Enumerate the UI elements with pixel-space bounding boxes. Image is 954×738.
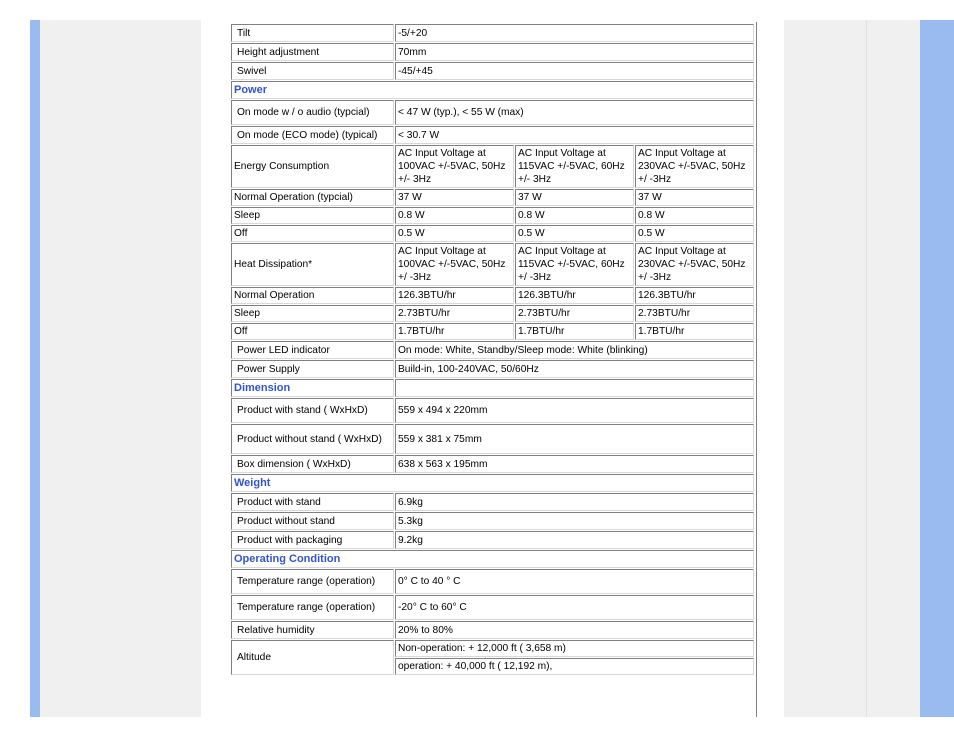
section-heading-row (231, 379, 754, 397)
row-value: Build-in, 100-240VAC, 50/60Hz (395, 360, 754, 378)
row-label: Sleep (231, 207, 394, 224)
row-label: Product with packaging (231, 531, 394, 549)
row-value: 70mm (395, 43, 754, 61)
right-panel-divider (866, 20, 867, 717)
cell-100vac: 37 W (395, 189, 514, 206)
cell-230vac: 37 W (635, 189, 754, 206)
row-value: Non-operation: + 12,000 ft ( 3,658 m) (395, 640, 754, 657)
row-value: operation: + 40,000 ft ( 12,192 m), (395, 658, 754, 675)
row-value: 20% to 80% (395, 621, 754, 639)
table-row (231, 189, 754, 206)
row-value: 559 x 494 x 220mm (395, 398, 754, 423)
table-row (231, 512, 754, 530)
table-row (231, 455, 754, 473)
row-label: Product without stand ( WxHxD) (231, 424, 394, 454)
row-value: < 47 W (typ.), < 55 W (max) (395, 100, 754, 125)
row-value: 638 x 563 x 195mm (395, 455, 754, 473)
cell-100vac: AC Input Voltage at 100VAC +/-5VAC, 50Hz +/- 3Hz (395, 145, 514, 188)
cell-230vac: 0.5 W (635, 225, 754, 242)
right-gray-panel (784, 20, 920, 717)
section-heading: Operating Condition (231, 550, 754, 568)
row-label: Normal Operation (typcial) (231, 189, 394, 206)
section-heading: Power (231, 81, 754, 99)
cell-100vac: AC Input Voltage at 100VAC +/-5VAC, 50Hz +/ -3Hz (395, 243, 514, 286)
cell-115vac: 37 W (515, 189, 634, 206)
row-label: Height adjustment (231, 43, 394, 61)
left-gray-panel (40, 20, 201, 717)
cell-100vac: 1.7BTU/hr (395, 323, 514, 340)
table-row (231, 145, 754, 188)
row-label: Off (231, 225, 394, 242)
row-label: Product without stand (231, 512, 394, 530)
row-label: Off (231, 323, 394, 340)
section-heading-row (231, 474, 754, 492)
table-row (231, 287, 754, 304)
row-value: 6.9kg (395, 493, 754, 511)
table-row (231, 341, 754, 359)
row-label: Temperature range (operation) (231, 569, 394, 594)
cell-115vac: AC Input Voltage at 115VAC +/-5VAC, 60Hz +/- 3Hz (515, 145, 634, 188)
cell-115vac: AC Input Voltage at 115VAC +/-5VAC, 60Hz +/ -3Hz (515, 243, 634, 286)
cell-100vac: 2.73BTU/hr (395, 305, 514, 322)
row-label: On mode w / o audio (typcial) (231, 100, 394, 125)
row-label: Heat Dissipation* (231, 243, 394, 286)
row-label: Box dimension ( WxHxD) (231, 455, 394, 473)
section-heading-row (231, 550, 754, 568)
table-row (231, 24, 754, 42)
content-right-rule (756, 22, 757, 717)
cell-100vac: 0.8 W (395, 207, 514, 224)
table-row (231, 569, 754, 594)
spec-table (230, 23, 755, 676)
row-value: 5.3kg (395, 512, 754, 530)
cell-115vac: 1.7BTU/hr (515, 323, 634, 340)
row-label: Power LED indicator (231, 341, 394, 359)
table-row (231, 595, 754, 620)
table-row (231, 207, 754, 224)
row-value: -45/+45 (395, 62, 754, 80)
section-heading: Weight (231, 474, 754, 492)
row-label: Normal Operation (231, 287, 394, 304)
table-row (231, 43, 754, 61)
cell-115vac: 2.73BTU/hr (515, 305, 634, 322)
row-label: Tilt (231, 24, 394, 42)
row-label: Sleep (231, 305, 394, 322)
cell-100vac: 126.3BTU/hr (395, 287, 514, 304)
right-blue-bar (920, 20, 954, 717)
table-row (231, 424, 754, 454)
table-row (231, 398, 754, 423)
table-row (231, 621, 754, 639)
left-blue-bar (30, 20, 40, 717)
table-row (231, 126, 754, 144)
table-row (231, 323, 754, 340)
row-value: On mode: White, Standby/Sleep mode: White (blinking) (395, 341, 754, 359)
cell-230vac: 1.7BTU/hr (635, 323, 754, 340)
cell-115vac: 0.5 W (515, 225, 634, 242)
row-label: Product with stand ( WxHxD) (231, 398, 394, 423)
table-row (231, 243, 754, 286)
row-label: Product with stand (231, 493, 394, 511)
row-value: 9.2kg (395, 531, 754, 549)
section-heading-row (231, 81, 754, 99)
cell-100vac: 0.5 W (395, 225, 514, 242)
table-row (231, 640, 754, 657)
section-heading: Dimension (231, 379, 394, 397)
table-row (231, 531, 754, 549)
cell-230vac: 2.73BTU/hr (635, 305, 754, 322)
row-label: Energy Consumption (231, 145, 394, 188)
row-label: Power Supply (231, 360, 394, 378)
cell-115vac: 0.8 W (515, 207, 634, 224)
cell-230vac: 126.3BTU/hr (635, 287, 754, 304)
table-row (231, 305, 754, 322)
table-row (231, 493, 754, 511)
table-row (231, 62, 754, 80)
table-row (231, 100, 754, 125)
cell-230vac: AC Input Voltage at 230VAC +/-5VAC, 50Hz +/ -3Hz (635, 145, 754, 188)
row-label: On mode (ECO mode) (typical) (231, 126, 394, 144)
row-label: Swivel (231, 62, 394, 80)
cell-230vac: AC Input Voltage at 230VAC +/-5VAC, 50Hz +/ -3Hz (635, 243, 754, 286)
row-label: Temperature range (operation) (231, 595, 394, 620)
empty-cell (395, 379, 754, 397)
table-row (231, 360, 754, 378)
row-label: Altitude (231, 640, 394, 675)
row-label: Relative humidity (231, 621, 394, 639)
cell-115vac: 126.3BTU/hr (515, 287, 634, 304)
row-value: < 30.7 W (395, 126, 754, 144)
row-value: -20° C to 60° C (395, 595, 754, 620)
row-value: -5/+20 (395, 24, 754, 42)
row-value: 559 x 381 x 75mm (395, 424, 754, 454)
cell-230vac: 0.8 W (635, 207, 754, 224)
table-row (231, 225, 754, 242)
row-value: 0° C to 40 ° C (395, 569, 754, 594)
